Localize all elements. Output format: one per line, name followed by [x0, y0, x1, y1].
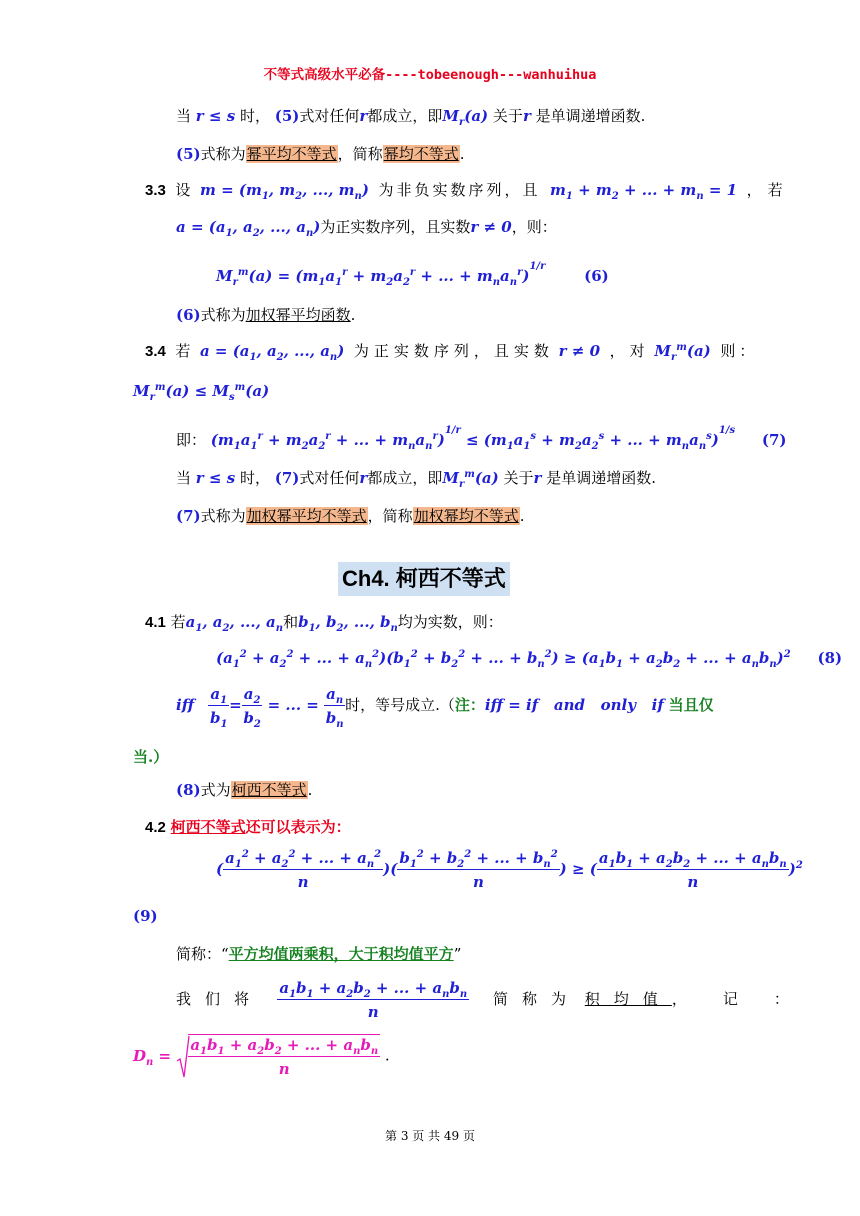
equation-7: 即： ($m_1a_1^r + m_2a_2^r$ + ... + $m_na_n^r)^{1/r} \le (m_1a_1^s + m_2a_2^s$ + ... + $m_na_n^s)^{1/s}$ (7) [176, 425, 787, 452]
section-3-3-line-1: 3.3 设 $m = (m_1$, $m_2$, ..., $m_n$) 为非负实数序列，且 $m_1 + m_2$ + ... + $m_n = 1$ ，若 [145, 181, 789, 202]
equality-condition: iff $\frac{a_1}{b_1}$ = $\frac{a_2}{b_2}$ = ... = $\frac{a_n}{b_n}$ 时，等号成立.（注：iff = if and only if 当且仅 [176, 685, 714, 730]
equation-9: ( $\frac{a_1^2 + a_2^2 + ... + a_n^2}{n}$ )( $\frac{b_1^2 + b_2^2 + ... + b_n^2}{n}$ ) ≥ ( $\frac{a_1b_1 + a_2b_2 + ... + a_nb_n}{n}$ )$^2$ [216, 849, 803, 891]
section-3-3-line-2: $a = (a_1$, $a_2$, ..., $a_n$)为正实数序列，且实数r ≠ 0，则： [176, 218, 557, 239]
equation-9-tag: (9) [133, 907, 158, 925]
equation-8: ($a_1^2 + a_2^2$ + ... + $a_n^2)(b_1^2 + b_2^2$ + ... + $b_n^2) \ge (a_1b_1 + a_2b_2$ + ... + $a_nb_n)^2$ (8) [216, 649, 843, 670]
monotonic-line-5: 当 r ≤ s 时， (5)式对任何r都成立，即$M_r(a)$ 关于r 是单调递增函数. [176, 107, 646, 128]
chapter-title: Ch4. 柯西不等式 [338, 562, 510, 596]
section-4-2-line-1: 4.2 柯西不等式还可以表示为： [145, 818, 351, 836]
equality-condition-cont: 当.） [133, 748, 169, 766]
dn-definition: $D_n$ = $\frac{a_1b_1 + a_2b_2 + ... + a_nb_n}{n}$ . [133, 1036, 390, 1078]
equation-6: $M_r^m(a) = (m_1a_1^r + m_2a_2^r$ + ... + $m_na_n^r)^{1/r}$ (6) [216, 261, 609, 288]
definition-line-7: (7)式称为加权幂平均不等式，简称加权幂均不等式. [176, 507, 525, 525]
mnemonic-line: 简称：“平方均值两乘积，大于积均值平方” [176, 945, 462, 963]
section-3-4-line-2: $M_r^m(a) \le M_s^m(a)$ [133, 382, 270, 403]
page-header: 不等式高级水平必备----tobeenough---wanhuihua [263, 67, 597, 83]
definition-line-6: (6)式称为加权幂平均函数. [176, 306, 356, 324]
definition-line-8: (8)式为柯西不等式. [176, 781, 313, 799]
section-3-4-line-1: 3.4 若 $a = (a_1$, $a_2$, ..., $a_n$) 为正实数序列，且实数 r ≠ 0 ，对 $M_r^m(a)$ 则： [145, 342, 759, 363]
definition-line-5: (5)式称为幂平均不等式，简称幂均不等式. [176, 145, 465, 163]
page-footer: 第 3 页 共 49 页 [385, 1129, 475, 1143]
product-mean-line: 我们将 $\frac{a_1b_1 + a_2b_2 + ... + a_nb_n}{n}$ 简称为 积均值，记： [176, 979, 825, 1021]
section-4-1-line-1: 4.1 若$a_1$, $a_2$, ..., $a_n$和$b_1$, $b_2$, ..., $b_n$均为实数，则： [145, 613, 503, 634]
monotonic-line-7: 当 r ≤ s 时， (7)式对任何r都成立，即$M_r^m(a)$ 关于r 是单调递增函数. [176, 469, 656, 490]
